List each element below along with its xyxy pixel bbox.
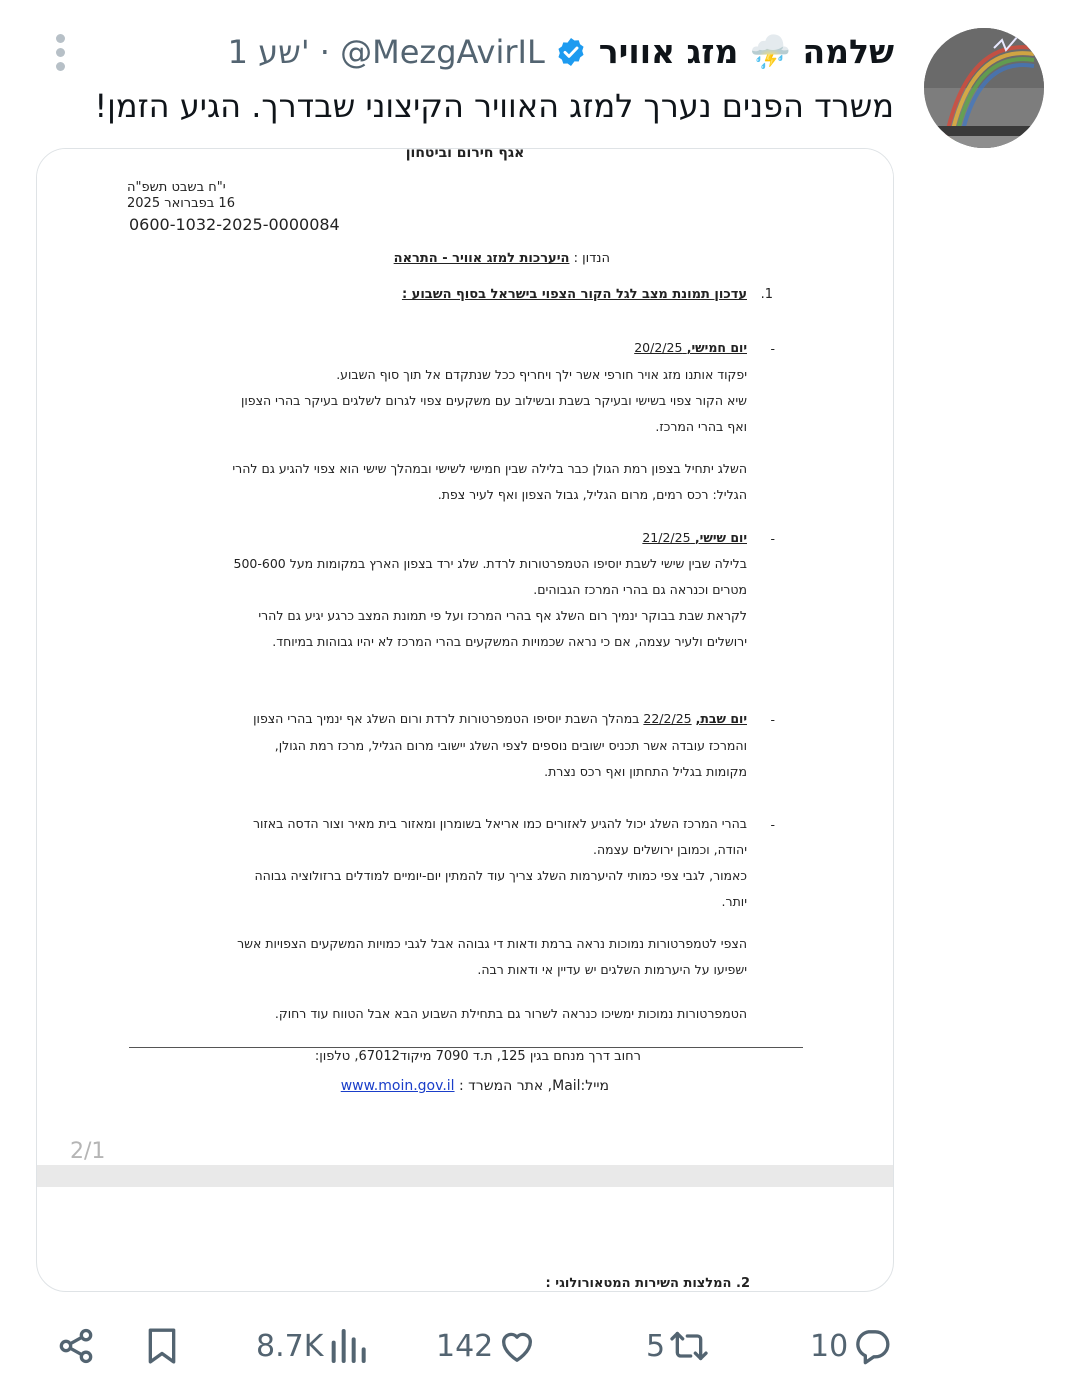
doc-sat-line: מקומות בגליל התחתון ואף רכס נצרת. [544, 764, 747, 779]
doc-bullet: - [770, 341, 775, 356]
reply-button[interactable] [806, 1320, 892, 1372]
share-icon [56, 1326, 96, 1366]
views-button[interactable] [252, 1320, 367, 1372]
doc-thu-heading [634, 340, 747, 355]
doc-section1-number: 1. [760, 287, 773, 302]
display-name[interactable]: שלמה ⛈️ מזג אוויר [598, 32, 894, 71]
doc-fri-date: 21/2/25 [642, 530, 691, 545]
views-count: 8.7K [256, 1328, 324, 1364]
doc-fri-line: מטרים וכנראה גם בהרי המרכז הגבוהים. [533, 582, 747, 597]
doc-bullet: - [770, 817, 775, 832]
handle-and-time[interactable]: 1 שע' · @MezgAvirIL [227, 33, 545, 71]
doc-center-line: כאמור, לגבי צפי כמותי להיערמות השלג צריך עוד להמתין יום-יומיים למודלים ברזולוציה גבוהה [254, 868, 747, 883]
doc-greg-date: 16 בפברואר 2025 [127, 196, 235, 211]
doc-sat-heading [253, 711, 747, 726]
doc-fri-heading [642, 530, 747, 545]
media-attachment[interactable] [36, 148, 894, 1292]
doc-thu-line: ואף בהרי המרכז. [655, 419, 747, 434]
page-separator [37, 1165, 893, 1187]
doc-snow-line: השלג יתחיל בצפון רמת הגולן כבר בלילה שבין חמישי לשישי ובמהלך שישי הוא צפוי להגיע גם להרי [232, 461, 747, 476]
doc-forecast-line: ישפיעו על היערמות השלגים יש עדיין אי ודאות רבה. [477, 962, 747, 977]
doc-thu-date: 20/2/25 [634, 340, 683, 355]
doc-hebrew-date: י"ח בשבט תשפ"ה [127, 180, 226, 195]
doc-fri-line: לקראת שבת בבוקר ינמיך רום השלג אף בהרי המרכז ועל פי תמונת המצב כרגע יגיע גם להרי [258, 608, 747, 623]
retweet-icon [669, 1326, 709, 1366]
doc-subject-label: הנדון : [573, 251, 610, 266]
doc-section1-title: עדכון תמונת מצב לגל הקור הצפוי בישראל בסוף השבוע : [401, 287, 747, 302]
doc-footer-site [341, 1078, 609, 1094]
doc-subject-text: היערכות למזג אוויר - התראה [393, 251, 570, 266]
doc-snow-line: הגליל: רכס רמים, מרום הגליל, גבול הצפון ואף לעיר צפת. [437, 487, 747, 502]
share-button[interactable] [56, 1320, 96, 1372]
doc-footer-link[interactable]: www.moin.gov.il [340, 1078, 455, 1094]
doc-center-line: יותר. [721, 894, 747, 909]
doc-footer-divider [129, 1047, 803, 1048]
bookmark-button[interactable] [142, 1320, 182, 1372]
doc-sat-line: והמרכז עובדה אשר תכניס ישובים נוספים לצפי השלג יישובי מרום הגליל, מרכז רמת הגולן, [274, 738, 747, 753]
more-options-icon[interactable] [50, 34, 70, 74]
doc-fri-line: בלילה שבין שישי לשבת יוסיפו הטמפרטורות לרדת. שלג ירד בצפון הארץ במקומות מעל 500-600 [233, 556, 747, 571]
heart-icon [497, 1326, 537, 1366]
retweets-count: 5 [646, 1328, 666, 1364]
doc-fri-day: יום שישי, [694, 530, 747, 545]
doc-center-line: יהודה, וכמובן ירושלים עצמה. [593, 842, 747, 857]
likes-count: 142 [436, 1328, 494, 1364]
tweet-text: משרד הפנים נערך למזג האוויר הקיצוני שבדרך. הגיע הזמן! [94, 87, 894, 125]
doc-sat-date: 22/2/25 [643, 711, 692, 726]
doc-footer-address: רחוב דרך מנחם בגין 125, ת.ד 7090 מיקוד67012, טלפון: [314, 1049, 641, 1064]
doc-bullet: - [770, 531, 775, 546]
doc-thu-day: יום חמישי, [686, 340, 747, 355]
doc-page2-section: 2. המלצות השירות המטאורולוגי : [545, 1276, 750, 1291]
doc-reference-number: 0600-1032-2025-0000084 [129, 215, 340, 234]
doc-thu-line: שיא הקור צפוי בשישי ובעיקר בשבת ובשילוב עם משקעים צפוי לגרום לשלגים בעיקר בהרי הצפון [240, 393, 747, 408]
doc-thu-line: יפקוד אותנו מזג אויר חורפי אשר ילך ויחריף ככל שנתקדם אל תוך סוף השבוע. [336, 367, 747, 382]
page-indicator: 2/1 [70, 1139, 106, 1164]
doc-sat-day: יום שבת, [695, 711, 747, 726]
replies-count: 10 [810, 1328, 849, 1364]
doc-sat-line: במהלך השבת יוסיפו הטמפרטורות לרדת ורום השלג אף ינמיך בהרי הצפון [253, 711, 640, 726]
doc-bullet: - [770, 712, 775, 727]
doc-department: אגף חירום וביטחון [405, 148, 525, 161]
retweet-button[interactable] [642, 1320, 709, 1372]
views-bar-chart-icon [327, 1326, 367, 1366]
tweet-header [228, 30, 894, 74]
doc-footer-mail: מייל:Mail, אתר המשרד : [459, 1078, 609, 1094]
document-page [37, 149, 893, 1165]
reply-bubble-icon [852, 1326, 892, 1366]
like-button[interactable] [432, 1320, 537, 1372]
verified-badge-icon [555, 36, 587, 68]
doc-last-line: הטמפרטורות נמוכות ימשיכו כנראה לשרור גם בתחילת השבוע הבא אבל הטווח עוד רחוק. [274, 1006, 747, 1021]
doc-fri-line: ירושלים ולעיר עצמה, אם כי נראה שכמויות המשקעים בהרי המרכז לא יהיו גבוהות במיוחד. [272, 634, 747, 649]
rainbow-avatar-image [924, 28, 1044, 148]
tweet-actions [0, 1320, 1080, 1376]
avatar[interactable] [924, 28, 1044, 148]
doc-subject [394, 251, 610, 266]
doc-center-line: בהרי המרכז השלג יכול להגיע לאזורים כמו אריאל בשומרון ומאזור בית מאיר וצור הדסה באזור [252, 816, 747, 831]
doc-forecast-line: הצפי לטמפרטורות נמוכות נראה ברמת ודאות די גבוהה אבל לגבי כמויות המשקעים הצפויות אשר [237, 936, 747, 951]
bookmark-icon [142, 1326, 182, 1366]
